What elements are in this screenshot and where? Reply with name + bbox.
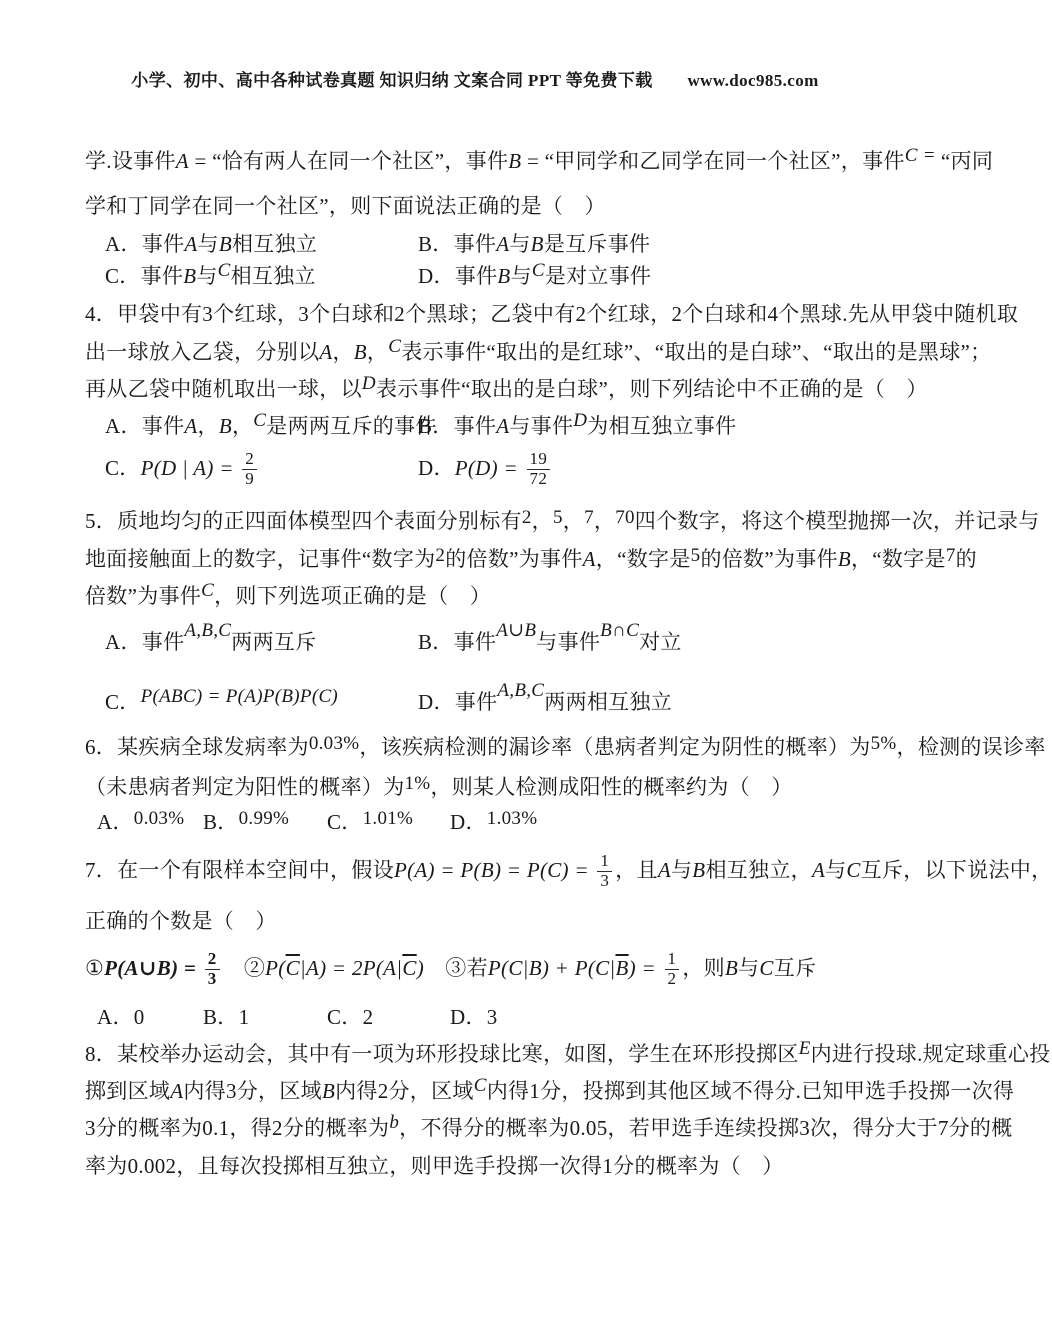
option-d xyxy=(418,680,673,720)
math-segment: A xyxy=(184,232,198,256)
option-c xyxy=(105,686,338,720)
option-a xyxy=(97,806,184,840)
math-segment: A xyxy=(582,547,596,571)
raised-math-segment: C xyxy=(531,260,545,281)
text-segment: 的 xyxy=(955,547,977,571)
text-segment: 为相互独立事件 xyxy=(587,414,737,438)
option-a xyxy=(97,1001,145,1033)
math-segment: P(D | A) = xyxy=(140,456,240,480)
option-c xyxy=(105,260,316,294)
text-segment: 学.设事件 xyxy=(85,149,176,173)
text-segment: ， xyxy=(593,509,616,533)
math-segment: C xyxy=(759,956,774,980)
math-segment: B xyxy=(724,956,739,980)
option-d xyxy=(418,260,651,294)
raised-number-segment: 1% xyxy=(404,773,431,794)
math-segment: B xyxy=(353,340,367,364)
text-segment: ，检测的误诊率 xyxy=(896,735,1046,759)
overline-math-segment: $\overline{B}$ xyxy=(615,956,629,980)
line-q3-line1 xyxy=(85,145,994,179)
text-segment: ，该疾病检测的漏诊率（患病者判定为阴性的概率）为 xyxy=(359,735,871,759)
text-part xyxy=(85,336,992,364)
overline-math-segment: $\overline{C}$ xyxy=(285,956,300,980)
text-part xyxy=(85,909,277,933)
raised-math-segment: C xyxy=(217,260,231,281)
math-segment: A xyxy=(811,858,826,882)
line-q6-line1 xyxy=(85,731,1046,765)
text-segment: C．事件 xyxy=(105,264,184,288)
raised-number-segment: 5 xyxy=(690,545,701,566)
text-segment: ， xyxy=(562,509,585,533)
option-b xyxy=(418,228,650,260)
option-a xyxy=(105,410,437,444)
text-segment: 内进行投球.规定球重心投 xyxy=(810,1042,1051,1066)
text-segment: ，则下列选项正确的是（ ） xyxy=(214,584,492,608)
raised-math-segment: C = xyxy=(904,145,941,166)
text-segment: 出一球放入乙袋，分别以 xyxy=(85,340,320,364)
fraction: $\frac{19}{72}$ xyxy=(527,450,551,488)
number-segment: 1 xyxy=(238,1005,250,1029)
text-segment: 两两相互独立 xyxy=(544,690,673,714)
text-segment: D．事件 xyxy=(418,264,498,288)
option-d xyxy=(450,806,537,840)
bold-math-segment: P(A∪B) = xyxy=(104,956,202,980)
text-segment: C． xyxy=(105,456,141,480)
text-segment: 4．甲袋中有3个红球，3个白球和2个黑球；乙袋中有2个红球，2个白球和4个黑球.先从甲袋中随机取 xyxy=(85,302,1019,326)
line-q5-line2 xyxy=(85,543,977,577)
option-b xyxy=(203,806,289,840)
math-segment: A xyxy=(184,414,198,438)
text-segment: 学和丁同学在同一个社区”，则下面说法正确的是（ ） xyxy=(85,194,606,218)
text-segment: ③若 xyxy=(424,956,488,980)
math-segment: A xyxy=(170,1079,184,1103)
text-part xyxy=(85,373,928,401)
text-segment: ，且 xyxy=(615,858,658,882)
line-q5-line1 xyxy=(85,505,1040,539)
text-segment: 与事件 xyxy=(536,630,601,654)
text-part xyxy=(85,194,606,218)
text-segment: A．事件 xyxy=(105,414,185,438)
text-segment: D．事件 xyxy=(418,690,498,714)
text-segment: 掷到区域 xyxy=(85,1079,171,1103)
overline-math-segment: $\overline{C}$ xyxy=(402,956,417,980)
math-segment: A xyxy=(657,858,671,882)
text-segment: ，不得分的概率为0.05，若甲选手连续投掷3次，得分大于7分的概 xyxy=(399,1116,1013,1140)
option-c xyxy=(105,448,260,488)
raised-number-segment: 2 xyxy=(435,545,446,566)
text-segment: ， xyxy=(231,414,254,438)
text-segment: B． xyxy=(203,810,239,834)
text-segment: 是两两互斥的事件 xyxy=(266,414,437,438)
text-segment: 是对立事件 xyxy=(544,264,652,288)
line-q8-line3 xyxy=(85,1112,1013,1146)
text-segment: 的倍数”为事件 xyxy=(445,547,583,571)
raised-number-segment: 1.03% xyxy=(486,808,538,829)
line-q5-line3 xyxy=(85,580,915,614)
text-part xyxy=(85,509,1040,533)
text-segment: 相互独立 xyxy=(231,232,318,256)
text-segment: 地面接触面上的数字，记事件“数字为 xyxy=(85,547,436,571)
raised-math-segment: D xyxy=(573,410,588,431)
text-segment: 两两互斥 xyxy=(231,630,317,654)
math-segment: B xyxy=(321,1079,336,1103)
text-part xyxy=(85,735,1046,759)
line-q6-line2 xyxy=(85,771,915,805)
line-q3-line2 xyxy=(85,190,915,222)
line-q7-items xyxy=(85,948,915,988)
text-segment: 与 xyxy=(510,264,532,288)
text-segment: = “恰有两人在同一个社区”，事件 xyxy=(188,149,509,173)
text-segment: 的倍数”为事件 xyxy=(700,547,838,571)
line-q8-line1 xyxy=(85,1038,1051,1072)
math-segment: B xyxy=(530,232,544,256)
option-a xyxy=(105,620,317,660)
text-segment: ，则 xyxy=(682,956,725,980)
fraction: $\frac{1}{3}$ xyxy=(597,852,612,890)
text-segment: 正确的个数是（ ） xyxy=(85,909,277,933)
text-segment: 互斥 xyxy=(773,956,817,980)
text-segment: C． xyxy=(105,690,141,714)
math-segment: B xyxy=(508,149,522,173)
raised-math-segment: C xyxy=(473,1075,487,1096)
text-segment: 内得3分，区域 xyxy=(183,1079,322,1103)
raised-number-segment: 5% xyxy=(870,733,897,754)
math-segment: A xyxy=(496,414,510,438)
line-q7-line1 xyxy=(85,850,1052,890)
math-segment: B xyxy=(218,232,232,256)
option-c xyxy=(327,1001,373,1033)
line-q8-line2 xyxy=(85,1075,1015,1109)
option-a xyxy=(105,228,317,260)
raised-number-segment: 7 xyxy=(584,507,594,528)
text-segment: 相互独立， xyxy=(705,858,812,882)
option-c xyxy=(327,806,413,840)
math-segment: ) = xyxy=(628,956,662,980)
math-segment: B xyxy=(837,547,851,571)
text-part xyxy=(85,580,492,608)
raised-number-segment: 7 xyxy=(945,545,956,566)
math-segment: B xyxy=(183,264,197,288)
option-d xyxy=(418,448,553,488)
text-segment: 四个数字，将这个模型抛掷一次，并记录与 xyxy=(634,509,1040,533)
text-segment: 再从乙袋中随机取出一球，以 xyxy=(85,377,362,401)
raised-math-segment: E xyxy=(798,1038,811,1059)
text-segment: 8．某校举办运动会，其中有一项为环形投球比寒，如图，学生在环形投掷区 xyxy=(85,1042,799,1066)
line-q4-line2 xyxy=(85,336,992,370)
text-segment: 与事件 xyxy=(509,414,574,438)
text-segment: 表示事件“取出的是白球”，则下列结论中不正确的是（ ） xyxy=(375,377,928,401)
text-segment: 与 xyxy=(670,858,693,882)
text-segment: 倍数”为事件 xyxy=(85,584,202,608)
high-raised-math-segment: A,B,C xyxy=(184,620,232,641)
text-segment: 与 xyxy=(825,858,847,882)
text-segment: D． xyxy=(450,1005,487,1029)
raised-number-segment: 5 xyxy=(552,507,563,528)
line-q7-line2 xyxy=(85,905,915,937)
text-segment: （未患病者判定为阳性的概率）为 xyxy=(85,775,405,799)
raised-number-segment: 70 xyxy=(615,507,635,528)
text-segment: A． xyxy=(97,1005,134,1029)
text-segment: B．事件 xyxy=(418,232,497,256)
text-segment: ② xyxy=(222,956,266,980)
option-b xyxy=(418,410,736,444)
text-part xyxy=(85,1038,1051,1066)
raised-number-segment: 0.03% xyxy=(308,733,360,754)
text-part xyxy=(85,1154,784,1178)
text-segment: 与 xyxy=(738,956,760,980)
text-segment: 是互斥事件 xyxy=(543,232,651,256)
text-segment: 3分的概率为0.1，得2分的概率为 xyxy=(85,1116,390,1140)
number-segment: 3 xyxy=(486,1005,498,1029)
text-part xyxy=(85,302,1018,326)
fraction: $\frac{2}{3}$ xyxy=(205,950,220,988)
high-raised-math-segment: B∩C xyxy=(600,620,640,641)
math-segment: P( xyxy=(265,956,286,980)
raised-number-segment: 2 xyxy=(521,507,532,528)
text-segment: ，“数字是 xyxy=(851,547,946,571)
math-segment: |A) = 2P(A| xyxy=(299,956,403,980)
raised-math-segment: P(ABC) = P(A)P(B)P(C) xyxy=(140,686,339,707)
text-segment: 与 xyxy=(509,232,531,256)
text-segment: ， xyxy=(531,509,553,533)
fraction: $\frac{2}{9}$ xyxy=(242,450,257,488)
text-segment: 内得2分，区域 xyxy=(335,1079,474,1103)
text-segment: B． xyxy=(203,1005,239,1029)
text-part xyxy=(85,1075,1015,1103)
text-part xyxy=(85,145,994,173)
text-segment: 6．某疾病全球发病率为 xyxy=(85,735,309,759)
math-segment: P(D) = xyxy=(454,456,524,480)
text-segment: A． xyxy=(97,810,134,834)
text-segment: D． xyxy=(450,810,487,834)
text-part xyxy=(85,775,793,799)
text-segment: C． xyxy=(327,1005,363,1029)
text-part xyxy=(85,948,817,988)
option-d xyxy=(450,1001,498,1033)
math-segment: P(C|B) + P(C| xyxy=(487,956,616,980)
text-segment: B．事件 xyxy=(418,630,497,654)
text-part xyxy=(85,547,977,571)
text-segment: B．事件 xyxy=(418,414,497,438)
line-q4-line1 xyxy=(85,298,1019,330)
raised-math-segment: C xyxy=(388,336,402,357)
text-part xyxy=(85,850,1052,890)
number-segment: 0 xyxy=(133,1005,145,1029)
raised-number-segment: 1.01% xyxy=(362,808,414,829)
text-segment: 5．质地均匀的正四面体模型四个表面分别标有 xyxy=(85,509,522,533)
line-q8-line4 xyxy=(85,1150,915,1182)
text-segment: 表示事件“取出的是红球”、“取出的是白球”、“取出的是黑球”； xyxy=(401,340,992,364)
raised-math-segment: C xyxy=(201,580,215,601)
number-segment: 2 xyxy=(362,1005,374,1029)
text-segment: ， xyxy=(197,414,219,438)
math-segment: A xyxy=(496,232,510,256)
high-raised-math-segment: A∪B xyxy=(496,620,537,641)
math-segment: ) xyxy=(416,956,424,980)
text-segment: 与 xyxy=(197,232,219,256)
text-segment: 7．在一个有限样本空间中，假设 xyxy=(85,858,394,882)
high-raised-math-segment: A,B,C xyxy=(497,680,545,701)
math-segment: B xyxy=(497,264,511,288)
fraction: $\frac{1}{2}$ xyxy=(665,950,680,988)
math-segment: C xyxy=(846,858,861,882)
math-segment: B xyxy=(692,858,706,882)
math-segment: A xyxy=(319,340,333,364)
math-segment: A xyxy=(175,149,189,173)
text-part xyxy=(85,1112,1013,1140)
text-segment: ① xyxy=(85,956,105,980)
text-segment: A．事件 xyxy=(105,232,185,256)
text-segment: 互斥，以下说法中， xyxy=(860,858,1052,882)
text-segment: C． xyxy=(327,810,363,834)
line-q4-line3 xyxy=(85,373,928,407)
text-segment: 内得1分，投掷到其他区域不得分.已知甲选手投掷一次得 xyxy=(486,1079,1015,1103)
text-segment: = “甲同学和乙同学在同一个社区”，事件 xyxy=(521,149,905,173)
option-b xyxy=(203,1001,249,1033)
text-segment: A．事件 xyxy=(105,630,185,654)
math-segment: B xyxy=(218,414,232,438)
page-header: 小学、初中、高中各种试卷真题 知识归纳 文案合同 PPT 等免费下载 www.doc985.com xyxy=(131,71,819,90)
raised-math-segment: b xyxy=(389,1112,400,1133)
text-segment: 相互独立 xyxy=(230,264,316,288)
text-segment: ，“数字是 xyxy=(595,547,691,571)
raised-number-segment: 0.03% xyxy=(133,808,185,829)
text-segment: D． xyxy=(418,456,455,480)
math-segment: P(A) = P(B) = P(C) = xyxy=(394,858,595,882)
text-segment: ，则某人检测成阳性的概率约为（ ） xyxy=(430,775,793,799)
text-segment: “丙同 xyxy=(940,149,994,173)
text-segment: 率为0.002，且每次投掷相互独立，则甲选手投掷一次得1分的概率为（ ） xyxy=(85,1154,784,1178)
text-segment: ， xyxy=(332,340,354,364)
text-segment: 对立 xyxy=(639,630,682,654)
raised-math-segment: C xyxy=(253,410,267,431)
option-b xyxy=(418,620,682,660)
text-segment: ， xyxy=(366,340,389,364)
text-segment: 与 xyxy=(196,264,218,288)
raised-math-segment: D xyxy=(361,373,376,394)
raised-number-segment: 0.99% xyxy=(238,808,290,829)
